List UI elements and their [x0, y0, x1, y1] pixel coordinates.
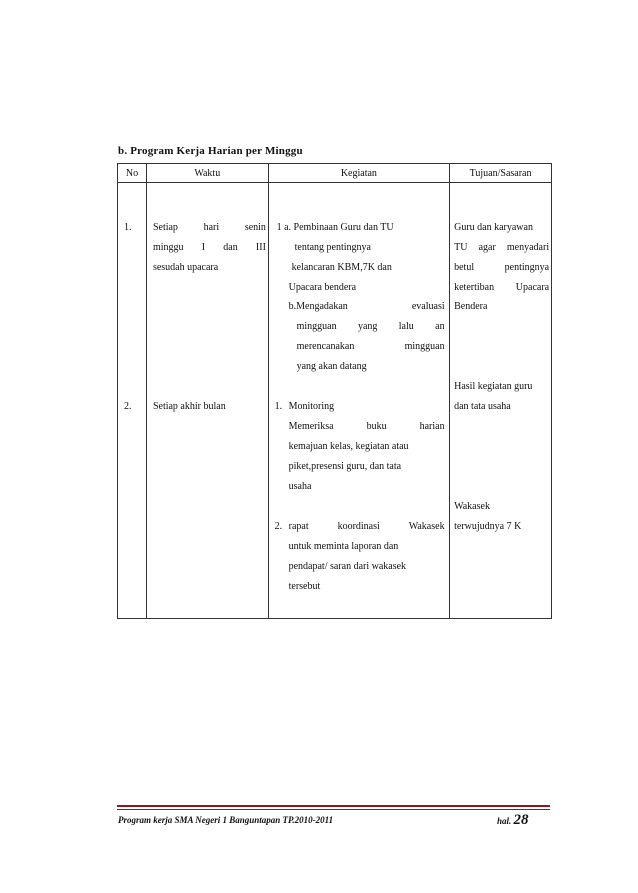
column-kegiatan: [268, 183, 450, 619]
waktu-row2-line1: Setiap akhir bulan: [152, 401, 226, 412]
kegiatan-item1-line8: yang akan datang: [296, 361, 367, 372]
kegiatan-item1-line5: b.Mengadakan evaluasi: [288, 301, 445, 312]
section-heading: b. Program Kerja Harian per Minggu: [118, 145, 303, 157]
tujuan-item3-line1: Wakasek: [454, 501, 490, 512]
column-no: [118, 183, 147, 619]
kegiatan-item3-line1: rapat koordinasi Wakasek: [288, 521, 445, 532]
kegiatan-item2-line2: Memeriksa buku harian: [288, 421, 445, 432]
kegiatan-item3-number: 2.: [274, 521, 283, 532]
column-tujuan: [450, 183, 552, 619]
footer-page-number: 28: [513, 812, 529, 828]
footer-rule-thin: [117, 809, 550, 810]
kegiatan-item3-line2: untuk meminta laporan dan: [288, 541, 399, 552]
column-waktu: [146, 183, 268, 619]
table-row: [118, 183, 552, 619]
kegiatan-item2-line3: kemajuan kelas, kegiatan atau: [288, 441, 409, 452]
tujuan-item1-line4: ketertiban Upacara: [454, 282, 550, 293]
kegiatan-item2-line1: Monitoring: [288, 401, 335, 412]
header-no: No: [118, 164, 147, 183]
tujuan-item1-line2: TU agar menyadari: [454, 242, 550, 253]
footer-document-title: Program kerja SMA Negeri 1 Banguntapan TP.2010-2011: [118, 815, 334, 825]
tujuan-item1-line5: Bendera: [454, 301, 488, 312]
kegiatan-item1-line6: mingguan yang lalu an: [296, 321, 445, 332]
kegiatan-item1-line4: Upacara bendera: [288, 282, 357, 293]
tujuan-item1-line1: Guru dan karyawan: [454, 222, 533, 233]
tujuan-item2-line1: Hasil kegiatan guru: [454, 381, 533, 392]
waktu-row1-line2: minggu I dan III: [152, 242, 266, 253]
header-waktu: Waktu: [146, 164, 268, 183]
kegiatan-item3-line3: pendapat/ saran dari wakasek: [288, 561, 407, 572]
row-number-1: 1.: [124, 222, 132, 233]
kegiatan-item1-line7: merencanakan mingguan: [296, 341, 445, 352]
footer-page-label: [497, 812, 529, 829]
kegiatan-item2-line4: piket,presensi guru, dan tata: [288, 461, 402, 472]
footer-rule-thick: [117, 805, 550, 807]
program-table: [117, 163, 552, 619]
tujuan-item3-line2: terwujudnya 7 K: [454, 521, 522, 532]
header-tujuan: Tujuan/Sasaran: [450, 164, 552, 183]
table-header-row: [118, 164, 552, 183]
tujuan-item2-line2: dan tata usaha: [454, 401, 511, 412]
tujuan-item1-line3: betul pentingnya: [454, 262, 550, 273]
kegiatan-item1-line2: tentang pentingnya: [294, 242, 371, 253]
kegiatan-item2-number: 1.: [274, 401, 283, 412]
kegiatan-item2-line5: usaha: [288, 481, 312, 492]
header-kegiatan: Kegiatan: [268, 164, 450, 183]
waktu-row1-line3: sesudah upacara: [152, 262, 219, 273]
kegiatan-item1-line1: 1 a. Pembinaan Guru dan TU: [276, 222, 394, 233]
waktu-row1-line1: Setiap hari senin: [152, 222, 266, 233]
kegiatan-item3-line4: tersebut: [288, 581, 321, 592]
row-number-2: 2.: [124, 401, 132, 412]
kegiatan-item1-line3: kelancaran KBM,7K dan: [291, 262, 392, 273]
footer-page-prefix: hal.: [497, 816, 512, 826]
